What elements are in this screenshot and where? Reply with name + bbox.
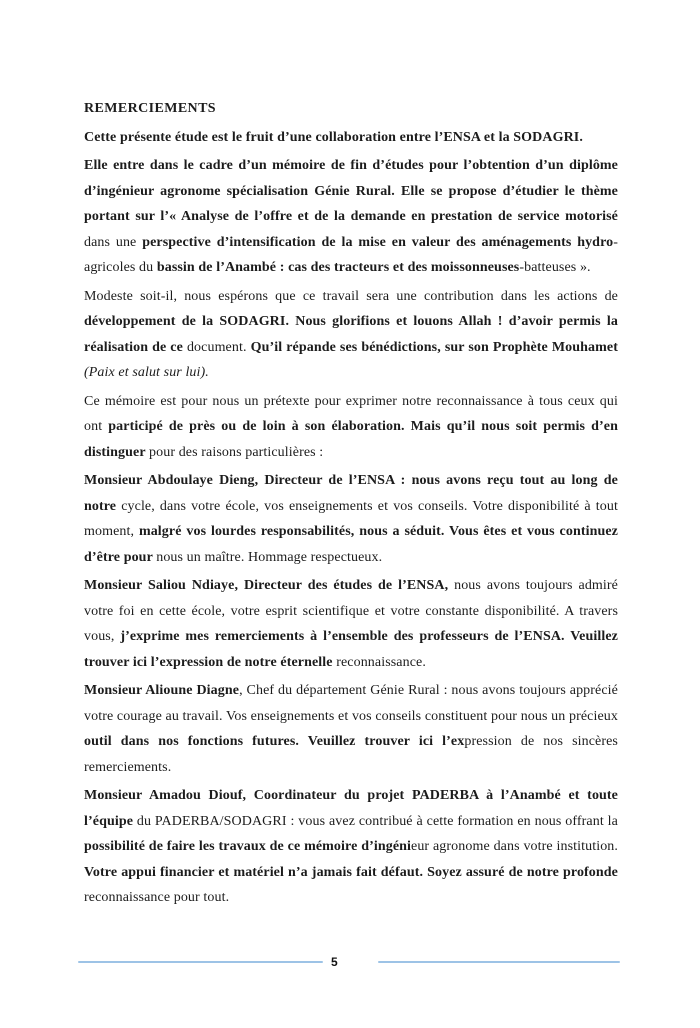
text-run: , Directeur des études de l’ENSA, (234, 578, 455, 593)
text-run: document. (186, 339, 251, 355)
paragraph-7 (84, 678, 618, 780)
footer-rule-right (378, 961, 620, 963)
text-run: Elle entre dans le cadre d’un mémoire de fin d’études pour l’obtention d’un diplôme d’ingénieur agronome spécialisation Génie Rural. Elle se propose d’étudier le thème portant sur l’« Analyse de l’offre et de la demande en prestation de service motorisé (84, 158, 618, 224)
text-run: malgré vos lourdes responsabilités, nous a séduit. Vous êtes et vous continuez d’être pour (84, 524, 618, 565)
text-run: Qu’il répande ses bénédictions, sur son Prophète Mouhamet (250, 339, 618, 355)
text-run: possibilité de faire les travaux de ce mémoire d’ingéni (84, 839, 412, 854)
text-run: pression de nos sincères remerciements. (84, 734, 618, 775)
text-run: (Paix et salut sur lui). (84, 365, 209, 380)
text-run: Cette présente étude est le fruit d’une collaboration entre l’ENSA et la SODAGRI. (84, 129, 583, 145)
text-run: , Chef du département Génie Rural : nous avons toujours apprécié votre courage au travail. Vos enseignements et vos conseils constituent pour nous un précieux (84, 683, 618, 724)
text-run: dans une (84, 234, 143, 250)
text-run: Ce mémoire est pour nous un prétexte pour exprimer notre reconnaissance à tous ceux qui ont (84, 393, 618, 434)
text-run: développement de la SODAGRI. Nous glorifions et louons Allah ! d’avoir permis la réalisation de ce (84, 314, 618, 355)
paragraph-4 (84, 389, 618, 466)
text-run: Monsieur Amadou Diouf (84, 788, 243, 803)
paragraph-3 (84, 284, 618, 386)
text-run: , Directeur de l’ENSA : nous avons reçu tout au long de notre (84, 473, 618, 514)
text-run: participé de près ou de loin à son élaboration. Mais qu’il nous soit permis d’en distinguer (84, 419, 618, 460)
paragraphs (84, 125, 618, 911)
text-run: outil dans nos fonctions futures. Veuillez trouver ici l’ex (84, 734, 465, 749)
paragraph-2 (84, 153, 618, 281)
text-run: bassin de l’Anambé : cas des tracteurs et des moissonneuses (156, 260, 520, 275)
text-run: j’exprime mes remerciements à l’ensemble des professeurs de l’ENSA. Veuillez trouver ici l’expression de notre éternelle (84, 629, 618, 670)
text-run: -batteuses ». (519, 260, 591, 275)
text-run: reconnaissance pour tout. (84, 890, 230, 905)
footer-rule-left (78, 961, 323, 963)
text-run: reconnaissance. (336, 654, 426, 670)
text-run: nous un maître. Hommage respectueux. (156, 549, 383, 565)
text-run: Monsieur Alioune Diagne (84, 683, 240, 698)
document-content (84, 96, 618, 914)
text-run: Monsieur Abdoulaye Dieng (84, 473, 255, 488)
text-run: cycle, dans votre école, vos enseignements et vos conseils. Votre disponibilité à tout moment, (84, 498, 618, 539)
paragraph-8 (84, 783, 618, 911)
text-run: -agricoles du (84, 234, 618, 275)
text-run: du PADERBA/SODAGRI : vous avez contribué à cette formation en nous offrant la (136, 813, 618, 829)
page-footer (78, 956, 620, 968)
text-run: Votre appui financier et matériel n’a jamais fait défaut. Soyez assuré de notre profonde (84, 864, 618, 880)
text-run: eur agronome dans votre institution. (411, 839, 618, 854)
text-run: Monsieur Saliou Ndiaye (84, 578, 235, 593)
text-run: Modeste soit-il, nous espérons que ce travail sera une contribution dans les actions de (84, 288, 618, 304)
text-run: nous avons toujours admiré votre foi en cette école, votre esprit scientifique et votre constante disponibilité. A travers vous, (84, 578, 618, 644)
page-number: 5 (331, 955, 338, 969)
paragraph-6 (84, 573, 618, 675)
text-run: , Coordinateur du projet PADERBA à l’Anambé et toute l’équipe (84, 788, 618, 829)
text-run: perspective d’intensification de la mise en valeur des aménagements hydro (142, 234, 614, 250)
document-title: REMERCIEMENTS (84, 101, 216, 116)
paragraph-5 (84, 468, 618, 570)
paragraph-1 (84, 125, 618, 151)
text-run: pour des raisons particulières : (149, 444, 324, 460)
